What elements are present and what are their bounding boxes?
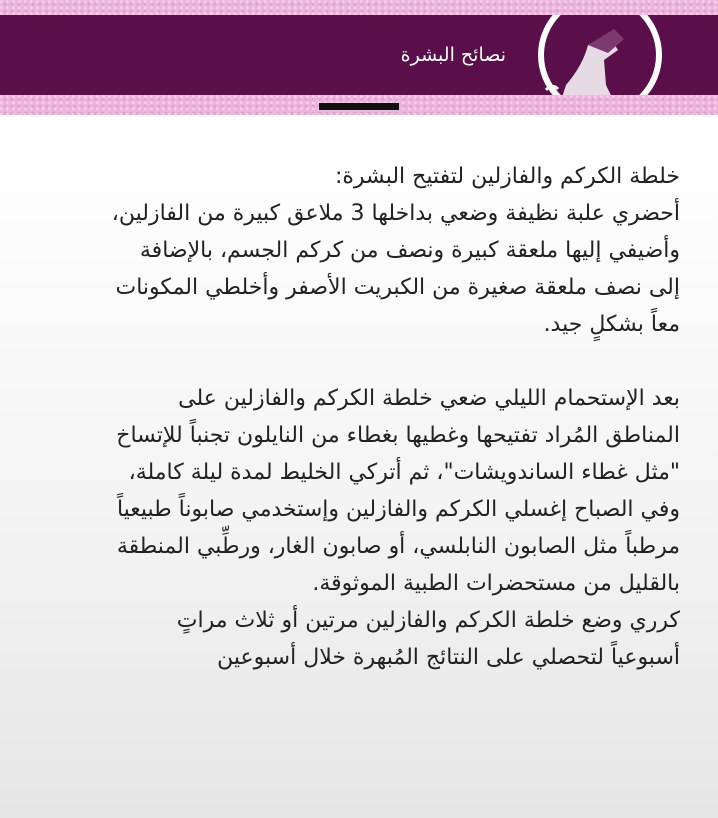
app-header [0,15,718,95]
text-line: المناطق المُراد تفتيحها وغطيها بغطاء من النايلون تجنباً للإتساخ [116,423,680,448]
text-line: أسبوعياً لتحصلي على النتائج المُبهرة خلال أسبوعين [217,645,680,670]
text-line: إلى نصف ملعقة صغيرة من الكبريت الأصفر وأخلطي المكونات [115,275,680,300]
text-line: بالقليل من مستحضرات الطبية الموثوقة. [312,571,680,596]
text-line: كرري وضع خلطة الكركم والفازلين مرتين أو ثلاث مراتٍ [176,608,680,633]
text-line: وأضيفي إليها ملعقة كبيرة ونصف من كركم الجسم، بالإضافة [139,238,680,263]
article-paragraph-1 [40,195,680,343]
header-pattern-top [0,0,718,15]
article-title [40,158,680,195]
page-title: نصائح البشرة [400,44,506,66]
text-line: معاً بشكلٍ جيد. [543,312,680,337]
article-body [40,158,680,676]
article-paragraph-2 [40,380,680,676]
article-title-text: خلطة الكركم والفازلين لتفتيح البشرة: [334,164,680,189]
text-line: "مثل غطاء الساندويشات"، ثم أتركي الخليط لمدة ليلة كاملة، [128,460,680,485]
paragraph-spacer [40,343,680,380]
text-line: بعد الإستحمام الليلي ضعي خلطة الكركم والفازلين على [178,386,680,411]
text-line: أحضري علبة نظيفة وضعي بداخلها 3 ملاعق كبيرة من الفازلين، [111,201,680,226]
tab-indicator [319,103,399,110]
text-line: وفي الصباح إغسلي الكركم والفازلين وإستخدمي صابوناً طبيعياً [116,497,680,522]
text-line: مرطباً مثل الصابون النابلسي، أو صابون الغار، ورطِّبي المنطقة [116,534,680,559]
